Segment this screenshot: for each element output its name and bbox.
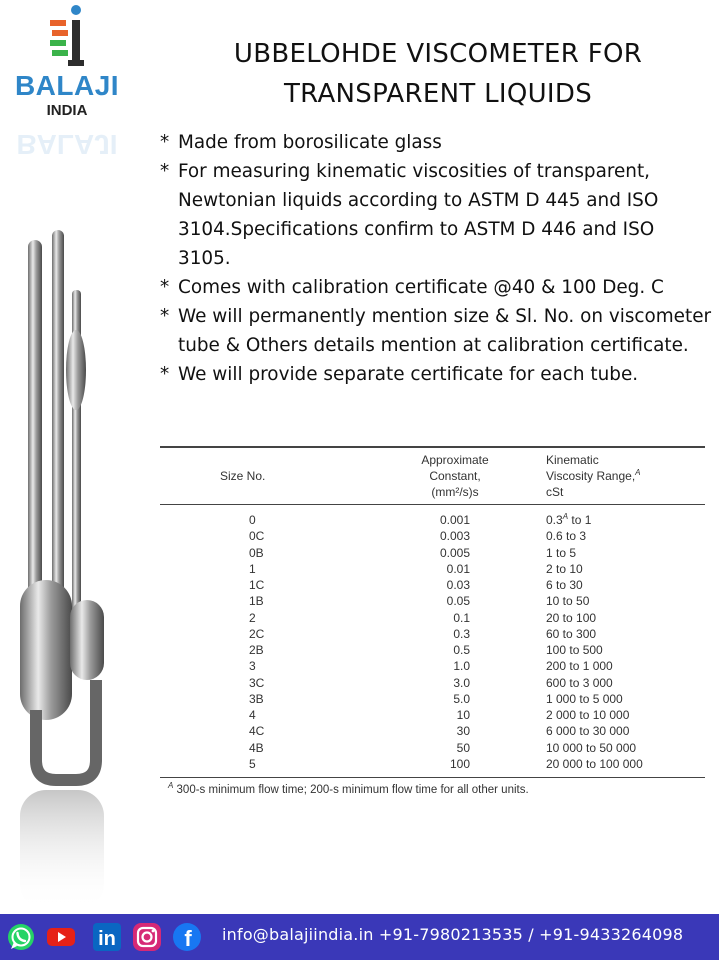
feature-item: * We will provide separate certificate for each tube. [160, 360, 712, 389]
title-line-1: UBBELOHDE VISCOMETER FOR [233, 39, 643, 69]
table-top-rule [160, 446, 705, 448]
table-header-rule [160, 504, 705, 505]
table-row: 1C 0.03 6 to 30 [249, 578, 583, 592]
title-line-2: TRANSPARENT LIQUIDS [283, 79, 593, 109]
table-row: 0C 0.003 0.6 to 3 [249, 529, 587, 544]
table-row: 4 10 2 000 to 10 000 [249, 708, 630, 722]
table-body [160, 512, 705, 772]
page-title [168, 34, 708, 114]
viscometer-reflection [20, 790, 104, 910]
viscometer-reservoir [20, 580, 72, 720]
table-row: 3 1.0 200 to 1 000 [249, 659, 613, 674]
viscometer-upper-bulb [66, 330, 86, 410]
brand-subtitle: INDIA [46, 102, 88, 119]
brand-logo [4, 4, 130, 122]
feature-item: * We will permanently mention size & Sl. No. on viscometer tube & Others details mention at calibration certificate. [160, 302, 712, 360]
table-row: 3C 3.0 600 to 3 000 [249, 675, 613, 690]
feature-item: * Made from borosilicate glass [160, 128, 712, 157]
table-row: 3B 5.0 1 000 to 5 000 [249, 691, 623, 706]
instagram-icon[interactable] [132, 922, 162, 952]
feature-item: * Comes with calibration certificate @40 & 100 Deg. C [160, 273, 712, 302]
youtube-icon[interactable] [46, 922, 76, 952]
brand-name-reflection: BALAJI [16, 129, 118, 160]
feature-list [160, 128, 712, 389]
header-range: Kinematic Viscosity Range,$^A$ cSt [546, 453, 641, 499]
table-row: 2 0.1 20 to 100 [249, 610, 597, 625]
facebook-icon[interactable] [172, 922, 202, 952]
table-footnote: $^A$ 300-s minimum flow time; 200-s minimum flow time for all other units. [168, 781, 529, 796]
table-bottom-rule [160, 777, 705, 778]
balaji-logo-icon [44, 4, 94, 70]
table-row: 1 0.01 2 to 10 [249, 561, 583, 576]
contact-info[interactable]: info@balajiindia.in +91-7980213535 / +91-9433264098 [222, 925, 684, 944]
header-size: Size No. [220, 469, 266, 483]
table-row: 2B 0.5 100 to 500 [249, 643, 603, 657]
brand-name: BALAJI [14, 70, 120, 101]
table-row: 1B 0.05 10 to 50 [249, 594, 590, 609]
table-row: 0B 0.005 1 to 5 [249, 545, 577, 560]
viscometer-right-bulb [70, 600, 104, 680]
svg-text:in: in [98, 928, 116, 950]
table-row: 4C 30 6 000 to 30 000 [249, 724, 630, 739]
table-row: 2C 0.3 60 to 300 [249, 626, 597, 641]
linkedin-icon[interactable] [92, 922, 122, 952]
footer-bar [0, 914, 719, 960]
feature-item: * For measuring kinematic viscosities of transparent, Newtonian liquids according to ASTM D 445 and ISO 3104.Specifications confirm to ASTM D 446 and ISO 3105. [160, 157, 712, 273]
table-row: 4B 50 10 000 to 50 000 [249, 740, 637, 755]
viscometer-image [0, 160, 150, 920]
table-row: 0 0.001 $0.3^A$ to 1 [249, 512, 592, 527]
svg-text:f: f [184, 926, 192, 951]
table-row: 5 100 20 000 to 100 000 [249, 756, 643, 771]
header-constant: Approximate Constant, (mm²/s)s [421, 453, 489, 499]
whatsapp-icon[interactable] [6, 922, 36, 952]
